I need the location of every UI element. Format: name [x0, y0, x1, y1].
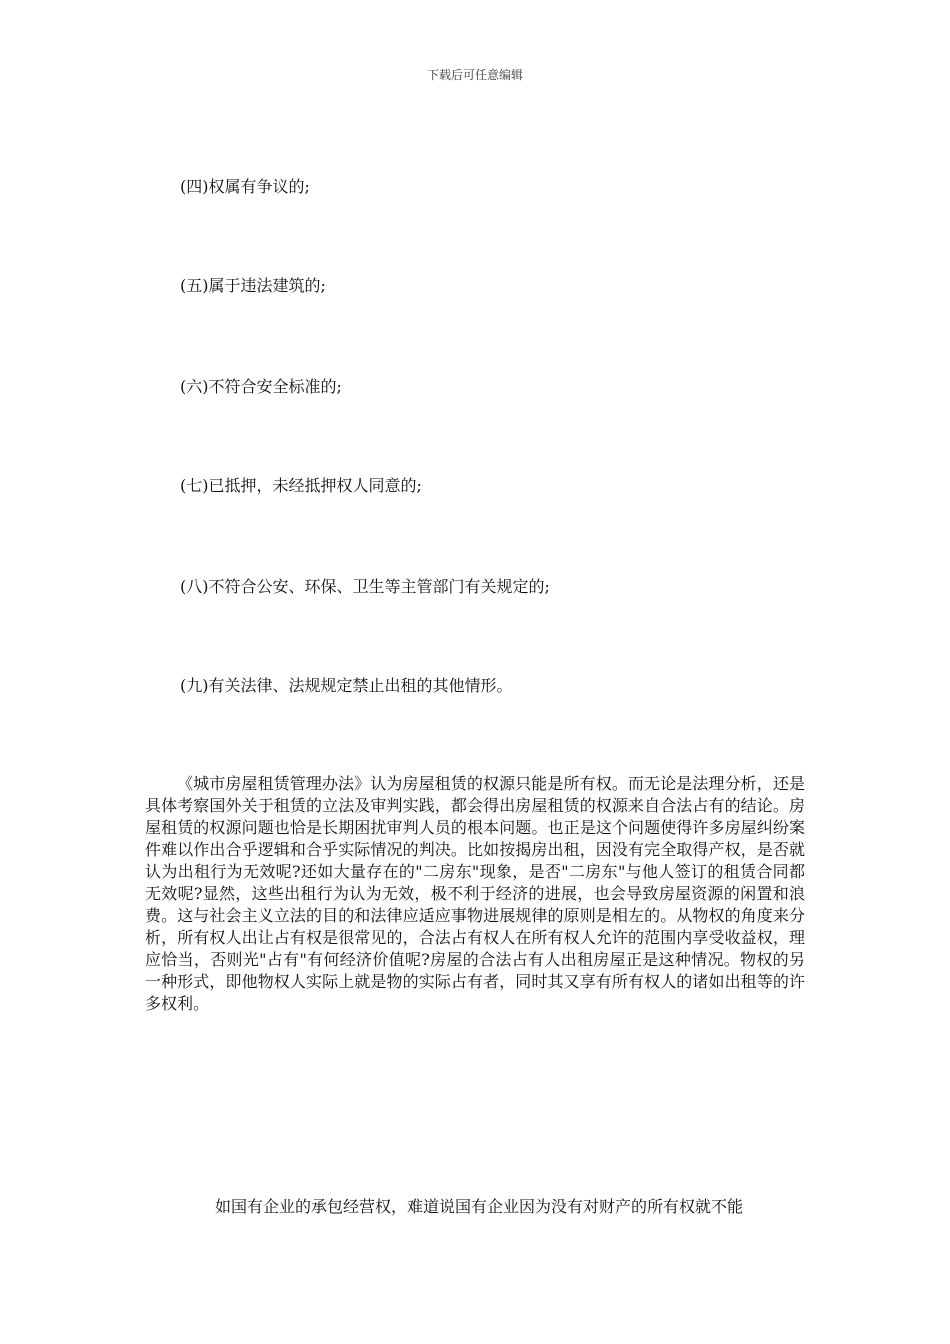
page-header: 下载后可任意编辑: [426, 68, 523, 82]
list-item-6: (六)不符合安全标准的;: [180, 377, 342, 396]
list-item-5: (五)属于违法建筑的;: [180, 276, 326, 295]
body-paragraph: 《城市房屋租赁管理办法》认为房屋租赁的权源只能是所有权。而无论是法理分析，还是具体考察国外关于租赁的立法及审判实践，都会得出房屋租赁的权源来自合法占有的结论。房屋租赁的权源问题也恰是长期困扰审判人员的根本问题。也正是这个问题使得许多房屋纠纷案件难以作出合乎逻辑和合乎实际情况的判决。比如按揭房出租，因没有完全取得产权，是否就认为出租行为无效呢?还如大量存在的"二房东"现象，是否"二房东"与他人签订的租赁合同都无效呢?显然，这些出租行为认为无效，极不利于经济的进展，也会导致房屋资源的闲置和浪费。这与社会主义立法的目的和法律应适应事物进展规律的原则是相左的。从物权的角度来分析，所有权人出让占有权是很常见的，合法占有权人在所有权人允许的范围内享受收益权，理应恰当，否则光"占有"有何经济价值呢?房屋的合法占有人出租房屋正是这种情况。物权的另一种形式，即他物权人实际上就是物的实际占有者，同时其又享有所有权人的诸如出租等的许多权利。: [145, 774, 805, 1013]
body-paragraph-continued: 如国有企业的承包经营权，难道说国有企业因为没有对财产的所有权就不能: [215, 1197, 744, 1216]
list-item-4: (四)权属有争议的;: [180, 177, 310, 196]
list-item-7: (七)已抵押，未经抵押权人同意的;: [180, 476, 422, 495]
list-item-9: (九)有关法律、法规规定禁止出租的其他情形。: [180, 676, 513, 695]
list-item-8: (八)不符合公安、环保、卫生等主管部门有关规定的;: [180, 577, 550, 596]
